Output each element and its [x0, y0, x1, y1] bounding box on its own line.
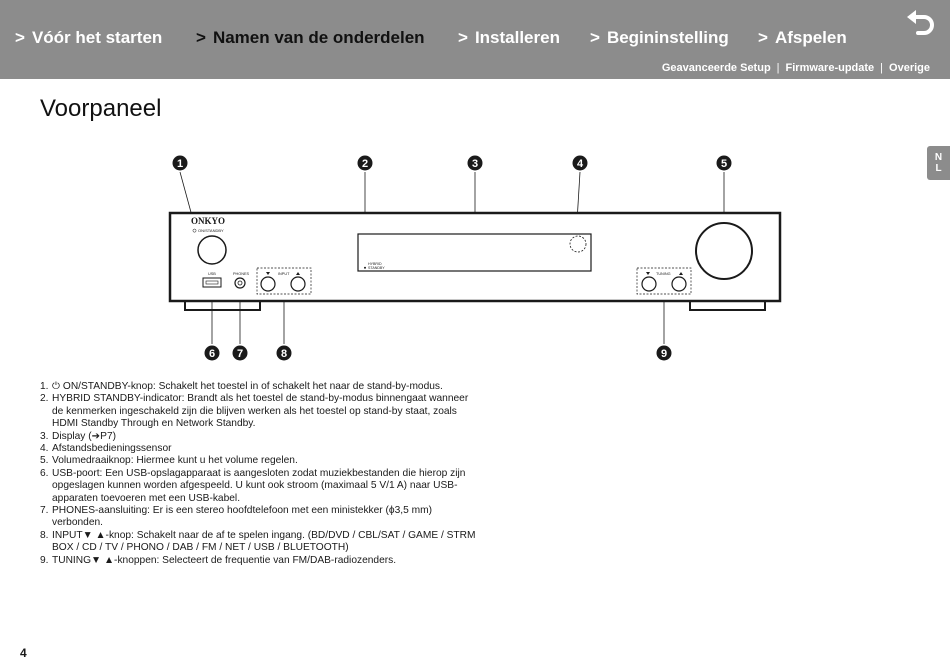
list-item-text: TUNING▼ ▲-knoppen: Selecteert de frequentie van FM/DAB-radiozenders.	[52, 554, 397, 566]
nav-afspelen[interactable]: > Afspelen	[758, 28, 847, 47]
list-item-text: ⏻ ON/STANDBY-knop: Schakelt het toestel in of schakelt het naar de stand-by-modus.	[52, 381, 443, 392]
callout-9-label: 9	[660, 348, 668, 360]
tuning-label: TUNING	[656, 272, 671, 276]
page-title: Voorpaneel	[40, 95, 162, 122]
input-up-button[interactable]	[291, 277, 305, 291]
callout-2-label: 2	[361, 158, 369, 170]
nav-label: Installeren	[474, 28, 560, 47]
page-number: 4	[20, 646, 27, 660]
usb-port[interactable]	[203, 278, 221, 287]
volume-knob[interactable]	[696, 223, 752, 279]
input-label: INPUT	[278, 272, 290, 276]
list-item-text: INPUT▼ ▲-knop: Schakelt naar de af te spelen ingang. (BD/DVD / CBL/SAT / GAME / STRM BOX / CD / TV / PHONO / DAB / FM / NET / USB / BLUETOOTH)	[52, 529, 476, 554]
subnav-geavanceerde-setup[interactable]: Geavanceerde Setup	[661, 62, 771, 74]
callout-4-label: 4	[576, 158, 584, 170]
callout-3-label: 3	[471, 158, 479, 170]
list-item-text: PHONES-aansluiting: Er is een stereo hoofdtelefoon met een ministekker (ϕ3,5 mm) verbonden.	[52, 505, 432, 529]
list-item-text: Afstandsbedieningssensor	[52, 443, 172, 455]
list-item: 7. PHONES-aansluiting: Er is een stereo hoofdtelefoon met een ministekker (ϕ3,5 mm) verbonden.	[40, 505, 432, 529]
list-item-text: HYBRID STANDBY-indicator: Brandt als het toestel de stand-by-modus binnengaat wanneer de kenmerken ingeschakeld zijn die blijven werken als het toestel op stand-by staat, zoals HDMI Standby Through en Network Standby.	[52, 393, 469, 430]
list-item: 6. USB-poort: Een USB-opslagapparaat is aangesloten zodat muziekbestanden die hierop zijn opgeslagen kunnen worden afgespeeld. U kunt ook stroom (maximaal 5 V/1 A) naar USB-apparaten toevoeren met een USB-kabel.	[40, 467, 466, 504]
power-button[interactable]	[198, 236, 226, 264]
subnav-separator: |	[776, 62, 780, 74]
standby-label: STANDBY	[368, 266, 385, 270]
list-item: 9. TUNING▼ ▲-knoppen: Selecteert de frequentie van FM/DAB-radiozenders.	[40, 554, 397, 566]
nav-label: Vóór het starten	[31, 28, 163, 47]
nav-installeren[interactable]: > Installeren	[458, 28, 560, 47]
hybrid-standby-indicator	[364, 267, 366, 269]
sub-navigation	[662, 62, 930, 74]
front-panel-diagram	[0, 140, 950, 370]
callout-8-label: 8	[280, 348, 288, 360]
tuning-up-button[interactable]	[672, 277, 686, 291]
list-item: 5. Volumedraaiknop: Hiermee kunt u het volume regelen.	[40, 455, 298, 467]
subnav-separator: |	[880, 62, 884, 74]
list-item: 1. ⏻ ON/STANDBY-knop: Schakelt het toestel in of schakelt het naar de stand-by-modus.	[40, 381, 443, 392]
lang-letter: L	[935, 163, 942, 174]
list-item: 3. Display (➔P7)	[40, 430, 117, 442]
callout-1-label: 1	[176, 158, 184, 170]
back-arrow-icon[interactable]	[904, 9, 938, 37]
nav-namen-van-de-onderdelen[interactable]: > Namen van de onderdelen	[196, 28, 425, 47]
nav-voor-het-starten[interactable]: > Vóór het starten	[15, 28, 163, 47]
subnav-firmware-update[interactable]: Firmware-update	[785, 62, 875, 74]
callout-5-label: 5	[720, 158, 728, 170]
hybrid-label: HYBRID	[368, 262, 382, 266]
lang-letter: N	[934, 152, 943, 163]
brand-logo: ONKYO	[191, 216, 226, 226]
nav-begininstelling[interactable]: > Begininstelling	[590, 28, 729, 47]
usb-label: USB	[208, 272, 216, 276]
subnav-overige[interactable]: Overige	[889, 62, 930, 74]
parts-description-list	[40, 381, 480, 567]
callout-6-label: 6	[208, 348, 216, 360]
nav-label: Afspelen	[774, 28, 847, 47]
input-down-button[interactable]	[261, 277, 275, 291]
power-label: ON/STANDBY	[198, 228, 224, 233]
list-item-text: Display (➔P7)	[52, 430, 117, 442]
callout-7-label: 7	[236, 348, 244, 360]
display-window	[358, 234, 591, 271]
tuning-down-button[interactable]	[642, 277, 656, 291]
nav-label: Namen van de onderdelen	[212, 28, 425, 47]
phones-jack[interactable]	[235, 278, 245, 288]
list-item-text: USB-poort: Een USB-opslagapparaat is aangesloten zodat muziekbestanden die hierop zijn opgeslagen kunnen worden afgespeeld. U kunt ook stroom (maximaal 5 V/1 A) naar USB-apparaten toevoeren met een USB-kabel.	[52, 467, 466, 504]
list-item: 4. Afstandsbedieningssensor	[40, 443, 172, 455]
phones-label: PHONES	[233, 272, 250, 276]
list-item: 8. INPUT▼ ▲-knop: Schakelt naar de af te spelen ingang. (BD/DVD / CBL/SAT / GAME / STRM BOX / CD / TV / PHONO / DAB / FM / NET / USB / BLUETOOTH)	[40, 529, 476, 554]
list-item-text: Volumedraaiknop: Hiermee kunt u het volume regelen.	[52, 455, 298, 467]
list-item: 2. HYBRID STANDBY-indicator: Brandt als het toestel de stand-by-modus binnengaat wanneer de kenmerken ingeschakeld zijn die blijven werken als het toestel op stand-by staat, zoals HDMI Standby Through en Network Standby.	[40, 393, 469, 430]
nav-label: Begininstelling	[606, 28, 729, 47]
